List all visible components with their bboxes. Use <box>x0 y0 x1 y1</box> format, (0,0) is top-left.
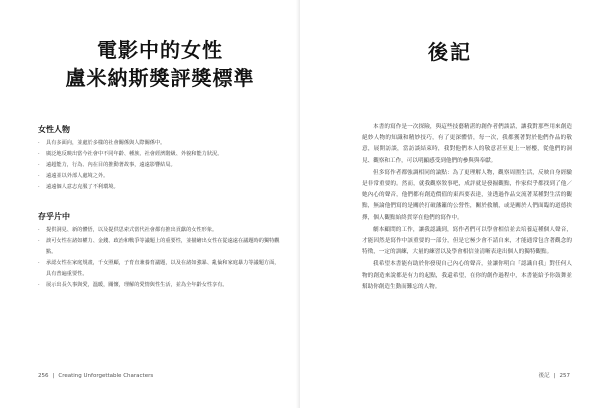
right-page <box>300 0 600 408</box>
afterword-title: 後記 <box>428 40 472 64</box>
bullet-list <box>38 138 283 193</box>
bullet-icon: · <box>38 260 40 266</box>
footer-separator: | <box>553 373 556 379</box>
bullet-icon: · <box>38 162 40 168</box>
section-in-film <box>38 211 283 291</box>
section-female-characters <box>38 124 283 193</box>
paragraph: 劇本顧問的工作，讓我認識到，寫作者們可以學會相信並去培養這種個人聲音，才能因然是寫作中該重要的一部分，但是它極少會不請自來，才能通常包含著觀念的特徵，一定的訓練，大量的練習以及學會相信並清晰表達出個人的獨特觀點。 <box>362 226 572 256</box>
paragraph: 本書的寫作是一次探險，與這些技藝精湛的創作者們談話，讓我對那些用來創造絕妙人物的知識和精妙技巧，有了更深體悟，每一次，我都獲著對於他們作品的敬意，展開訪談，當訪談結束時，我對他們本人的敬意甚至更上一層樓，從他們的洞見、觀察和工作，可以明顯感受到他們的參與與奉獻。 <box>362 124 572 164</box>
title-line-2: 盧米納斯獎評獎標準 <box>65 66 255 90</box>
bullet-icon: · <box>38 151 40 157</box>
bullet-icon: · <box>38 238 40 244</box>
bullet-icon: · <box>38 140 40 146</box>
list-item: · 遠遠並以外部人處境之外。 <box>38 171 283 182</box>
list-item: · 遠遠個人意志克服了不利環境。 <box>38 182 283 193</box>
left-page-title <box>40 36 280 92</box>
list-item: · 展示出長久事與愛，溫暖，關懷，理解的愛情與性生活，並為全年齡女性享有。 <box>38 280 283 291</box>
paragraph: 我希望本書能有助於你發現自己內心的聲音，並讓你明白「認識自我」對任何人物的創造來說都是有力的起點，我還希望，在你的創作過程中，本書能給予你鼓舞並幫助你創造生動而難忘的人物。 <box>362 261 572 290</box>
right-page-footer <box>539 372 570 380</box>
list-item: · 談可女性在諸如權力、金錢、政治和戰爭等議題上的重要性，並描繪出女性在從遠遠在議題時的獨特觀點。 <box>38 236 283 258</box>
bullet-list <box>38 225 283 291</box>
bullet-icon: · <box>38 282 40 288</box>
page-number: 256 <box>38 373 49 379</box>
left-page-footer <box>38 372 153 380</box>
list-item: · 遠超能力，行為、內在目的推動著故事，遠遠影響結局。 <box>38 160 283 171</box>
title-line-1: 電影中的女性 <box>97 38 223 62</box>
footer-separator: | <box>52 373 55 379</box>
bullet-icon: · <box>38 184 40 190</box>
running-head: Creating Unforgettable Characters <box>58 373 154 379</box>
section-heading: 女性人物 <box>38 125 70 134</box>
bullet-icon: · <box>38 173 40 179</box>
list-item: · 廣泛地反映出當今社會中不同年齡、種族、社會經濟階級、外貌和能力狀況。 <box>38 149 283 160</box>
section-heading: 存乎片中 <box>38 212 70 221</box>
running-head: 後記 <box>538 373 550 379</box>
afterword-body <box>362 122 572 294</box>
paragraph: 但多寫作者都強調相同的論點：為了更理解人物，觀察周圍生活，反映自身經驗是非常重要的。然而，就我觀察敘事吧，成評就是發掘觀點，作家似乎都找到了他／她內心的聲音，他們都有創造價值的東西要表達，並透過作品交流著某種對生活的觀點，無論他們寫的是關於打破藩籬的公營性，關於救贖，或是關於人們面臨的道德抉擇，個人觀點始終貫穿在他們的寫作中。 <box>362 169 572 221</box>
bullet-icon: · <box>38 227 40 233</box>
list-item: · 承認女性在家庭規畫，千女照顧，子育直兼養育議題，以及在諸如強暴、亂倫和家庭暴力等議題方面，具有普遍重要性。 <box>38 258 283 280</box>
list-item: · 具有多面向，並處於多樣的社會關係與人際關係中。 <box>38 138 283 149</box>
page-number: 257 <box>559 373 570 379</box>
list-item: · 提供洞見、新的體悟，以及提供思索式當代社會都有推出貢獻的女性形象。 <box>38 225 283 236</box>
